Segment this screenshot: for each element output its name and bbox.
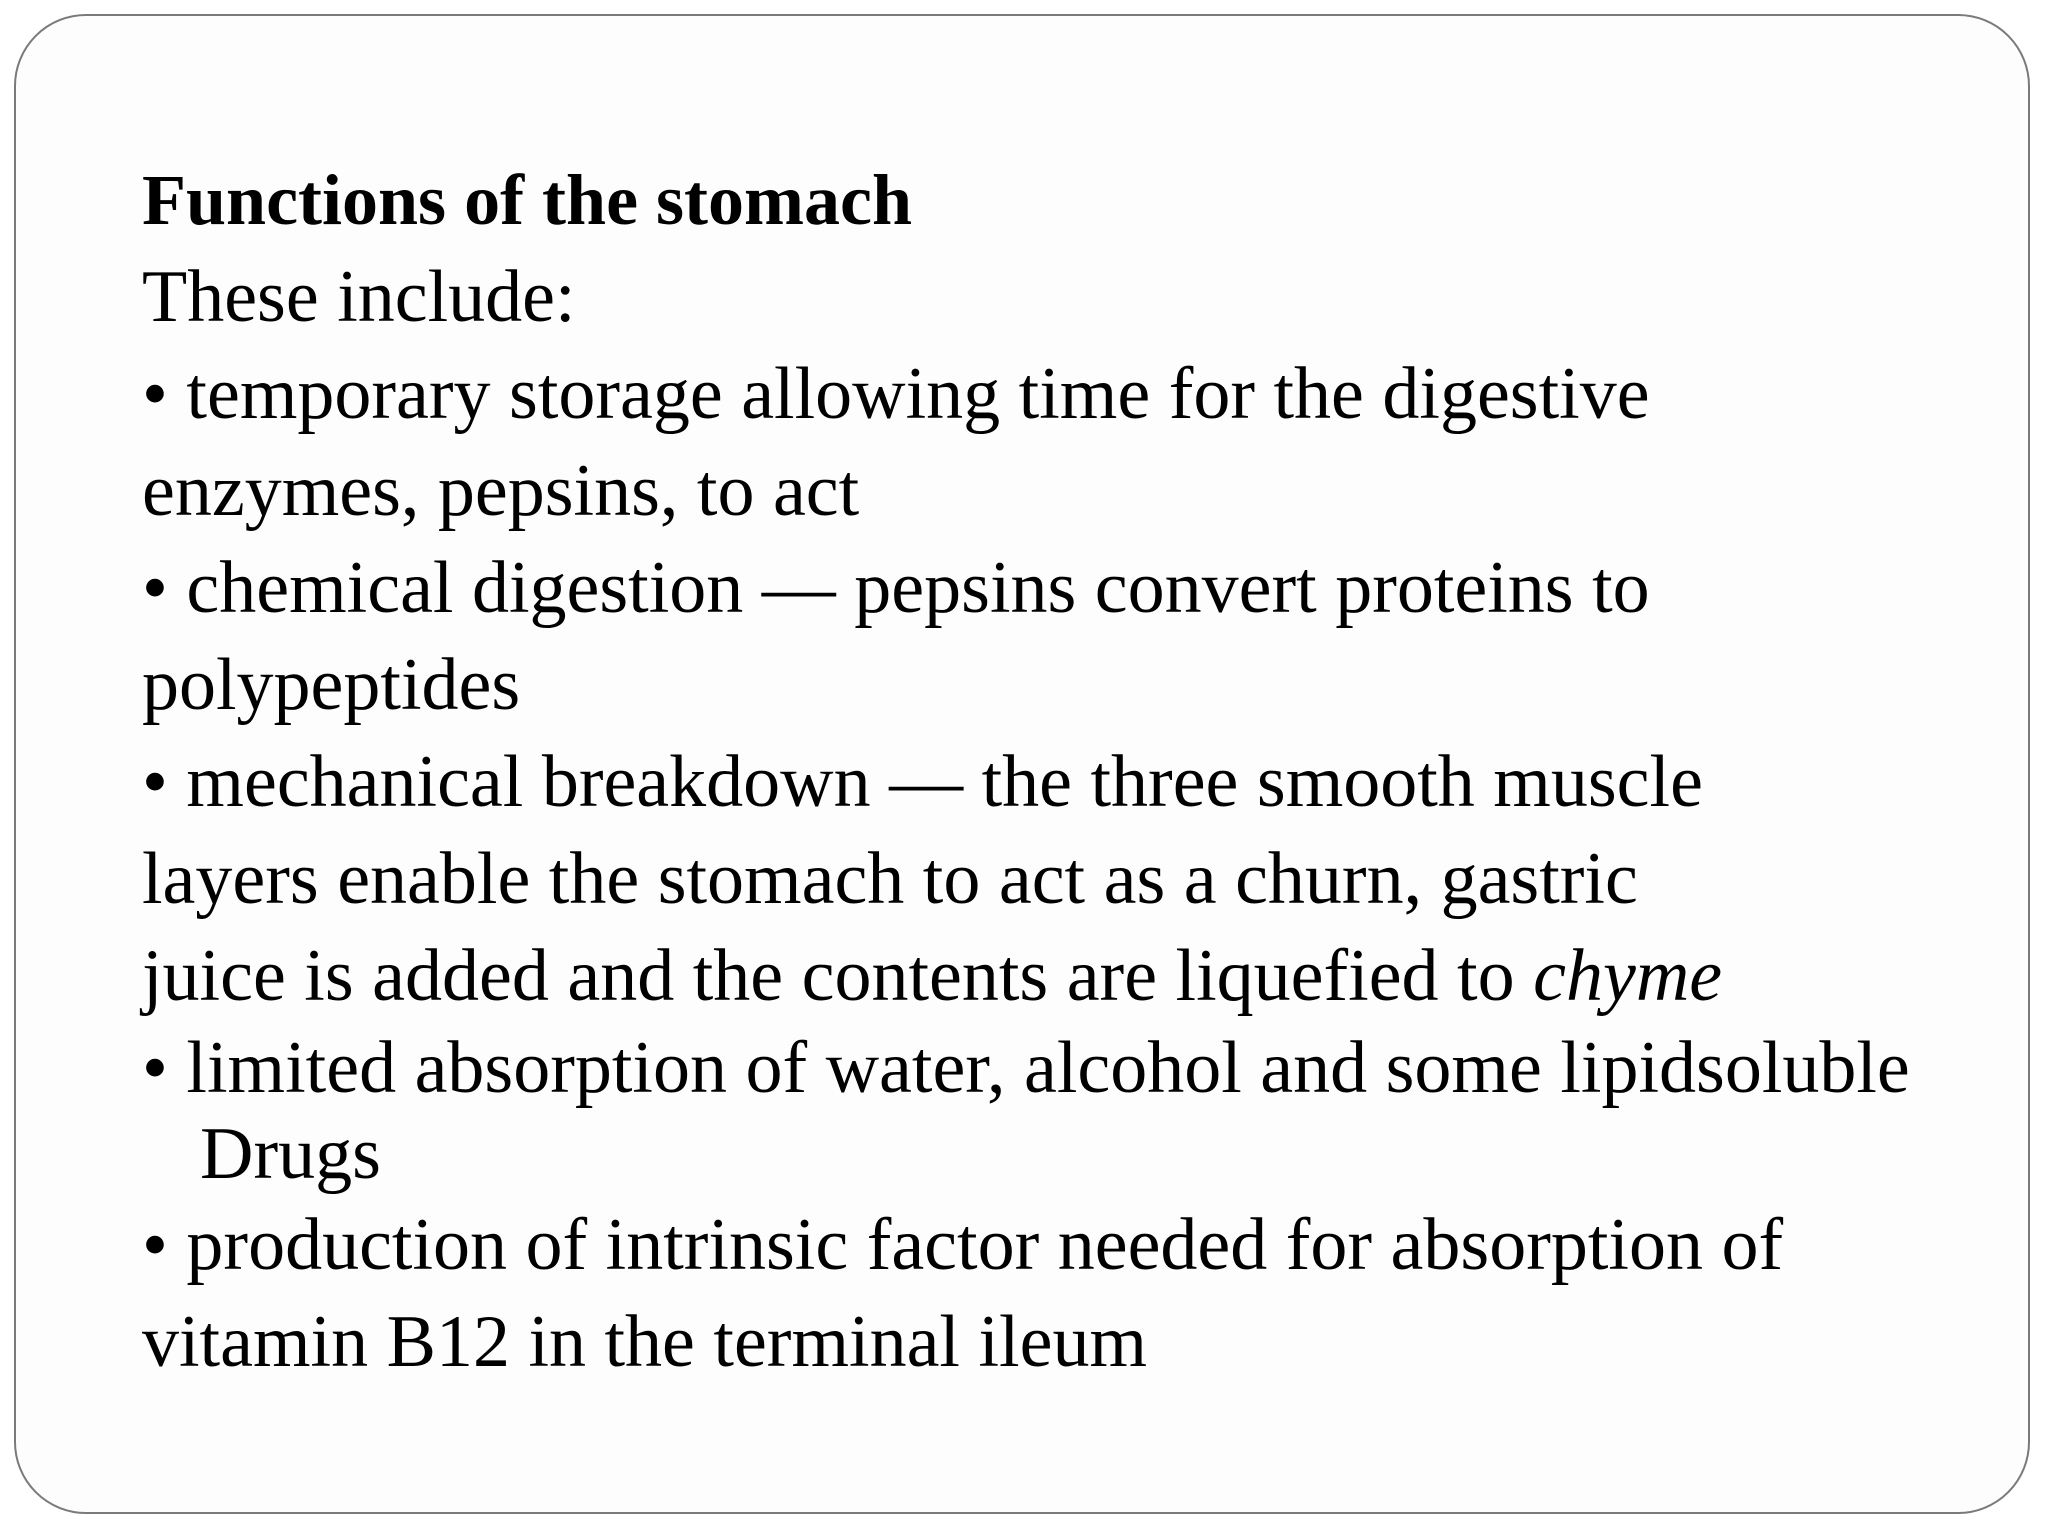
slide-title: Functions of the stomach [142,160,912,240]
bullet: • [142,547,168,629]
list-item-text: temporary storage allowing time for the digestive [186,353,1650,435]
slide-frame [14,14,2030,1514]
list-item-mechanical-breakdown [142,734,1982,831]
slide-content [142,152,1982,1391]
list-item-storage [142,346,1982,443]
list-item-text: limited absorption of water, alcohol and some lipidsoluble [186,1027,1910,1109]
list-item-text: chemical digestion — pepsins convert proteins to [186,547,1650,629]
italic-term: chyme [1533,935,1723,1017]
list-item-chemical-digestion [142,540,1982,637]
list-item-text: mechanical breakdown — the three smooth muscle [186,741,1703,823]
bullet: • [142,1027,168,1109]
list-item-continuation: layers enable the stomach to act as a churn, gastric [142,838,1638,920]
list-item-continuation: enzymes, pepsins, to act [142,450,860,532]
list-item-continuation [142,928,1982,1025]
list-item-absorption [142,1025,1982,1111]
bullet: • [142,741,168,823]
continuation-text: juice is added and the contents are liquefied to [142,935,1534,1017]
bullet: • [142,1204,168,1286]
list-item-intrinsic-factor [142,1197,1982,1294]
list-item-continuation: vitamin B12 in the terminal ileum [142,1301,1147,1383]
list-item-text: production of intrinsic factor needed for absorption of [186,1204,1784,1286]
list-item-continuation: Drugs [200,1113,381,1195]
bullet: • [142,353,168,435]
intro-text: These include: [142,256,576,338]
list-item-continuation: polypeptides [142,644,521,726]
